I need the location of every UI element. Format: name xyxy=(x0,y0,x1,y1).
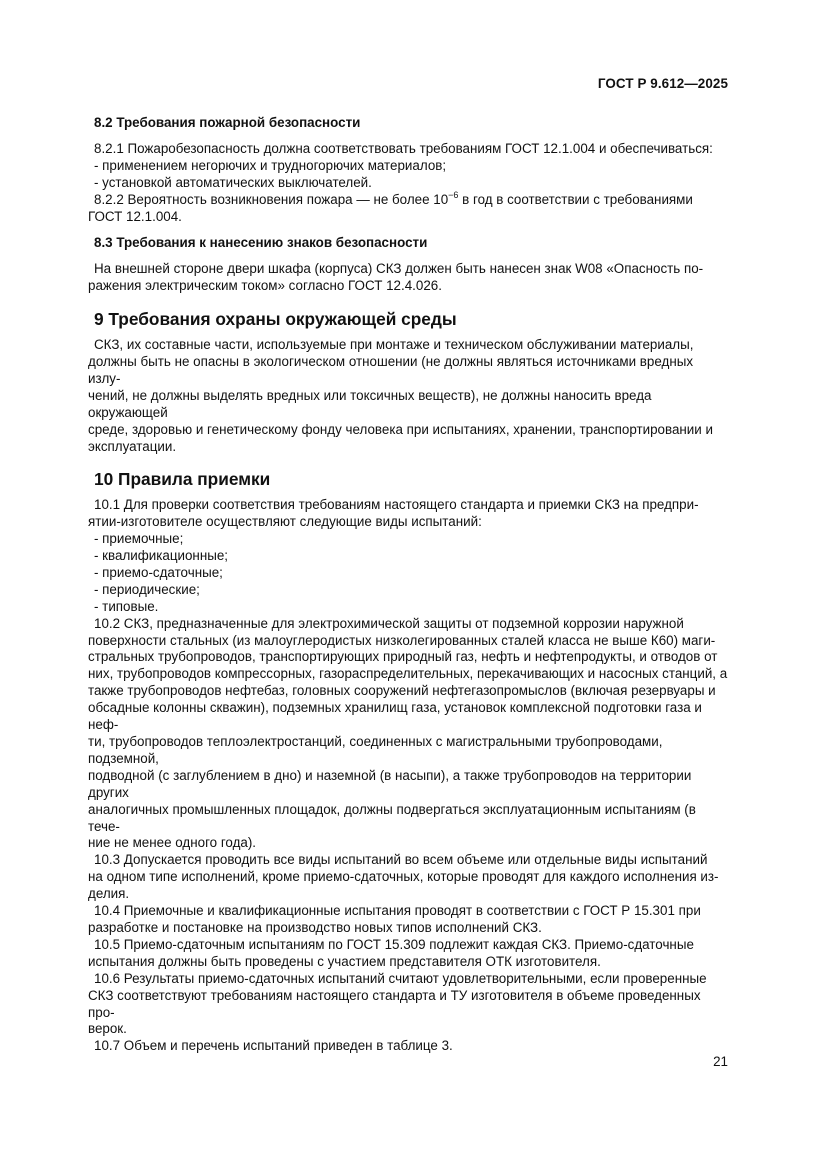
paragraph-10-2-line: аналогичных промышленных площадок, должны подвергаться эксплуатационным испытаниям (в тече- xyxy=(88,801,696,834)
paragraph-10-6-line: верок. xyxy=(88,1021,127,1037)
list-item: - приемочные; xyxy=(94,531,184,547)
paragraph-10-2-line: поверхности стальных (из малоуглеродистых низколегированных сталей класса не выше К60) маги- xyxy=(88,632,716,648)
paragraph-9-line: чений, не должны выделять вредных или токсичных веществ), не должны наносить вреда окружающей xyxy=(88,387,652,420)
paragraph-10-2-line: ние не менее одного года). xyxy=(88,835,257,851)
paragraph-10-2-line: также трубопроводов нефтебаз, головных сооружений нефтегазопромыслов (включая резервуары и xyxy=(88,683,716,699)
paragraph-8-3-line: ражения электрическим током» согласно ГОСТ 12.4.026. xyxy=(88,278,442,294)
section-title-9: 9 Требования охраны окружающей среды xyxy=(94,309,457,330)
paragraph-10-6-line: 10.6 Результаты приемо-сдаточных испытаний считают удовлетворительными, если проверенные xyxy=(94,970,707,986)
paragraph-10-7: 10.7 Объем и перечень испытаний приведен в таблице 3. xyxy=(94,1038,453,1054)
paragraph-10-3-line: делия. xyxy=(88,886,130,902)
paragraph-8-2-2: 8.2.2 Вероятность возникновения пожара — не более $10^{-6}$ в год в соответствии с требованиями xyxy=(94,189,693,207)
paragraph-9-line: эксплуатации. xyxy=(88,438,177,454)
paragraph-10-5-line: 10.5 Приемо-сдаточным испытаниям по ГОСТ 15.309 подлежит каждая СКЗ. Приемо-сдаточные xyxy=(94,936,694,952)
paragraph-8-2-2-cont: ГОСТ 12.1.004. xyxy=(88,208,182,224)
paragraph-10-2-line: 10.2 СКЗ, предназначенные для электрохимической защиты от подземной коррозии наружной xyxy=(94,615,684,631)
list-item: - периодические; xyxy=(94,581,200,597)
paragraph-10-1-line: 10.1 Для проверки соответствия требованиям настоящего стандарта и приемки СКЗ на предпри- xyxy=(94,497,699,513)
paragraph-10-3-line: 10.3 Допускается проводить все виды испытаний во всем объеме или отдельные виды испытаний xyxy=(94,852,708,868)
paragraph-10-2-line: них, трубопроводов компрессорных, газораспределительных, перекачивающих и насосных станций, а xyxy=(88,666,728,682)
paragraph-9-line: должны быть не опасны в экологическом отношении (не должны являться источниками вредных излу- xyxy=(88,353,694,386)
list-item: - приемо-сдаточные; xyxy=(94,564,223,580)
paragraph-10-1-line: ятии-изготовителе осуществляют следующие виды испытаний: xyxy=(88,514,482,530)
section-title-10: 10 Правила приемки xyxy=(94,469,271,490)
paragraph-10-6-line: СКЗ соответствуют требованиям настоящего стандарта и ТУ изготовителя в объеме проведенных про- xyxy=(88,987,701,1020)
paragraph-9-line: СКЗ, их составные части, используемые при монтаже и техническом обслуживании материалы, xyxy=(94,337,694,353)
list-item: - квалификационные; xyxy=(94,548,229,564)
document-body xyxy=(88,113,728,1055)
superscript: −6 xyxy=(448,189,459,200)
paragraph-10-3-line: на одном типе исполнений, кроме приемо-сдаточных, которые проводят для каждого исполнения из- xyxy=(88,869,719,885)
subsection-title-8-2: 8.2 Требования пожарной безопасности xyxy=(94,115,361,130)
paragraph-10-2-line: стральных трубопроводов, транспортирующих природный газ, нефть и нефтепродукты, и отводов от xyxy=(88,649,718,665)
paragraph-10-4-line: разработке и постановке на производство новых типов исполнений СКЗ. xyxy=(88,919,542,935)
paragraph-10-2-line: подводной (с заглублением в дно) и наземной (в насыпи), а также трубопроводов на территории других xyxy=(88,767,692,800)
paragraph-10-2-line: ти, трубопроводов теплоэлектростанций, соединенных с магистральными трубопроводами, подземной, xyxy=(88,734,663,766)
paragraph-10-4-line: 10.4 Приемочные и квалификационные испытания проводят в соответствии с ГОСТ Р 15.301 при xyxy=(94,903,701,919)
list-item: - установкой автоматических выключателей. xyxy=(94,174,372,190)
paragraph-9-line: среде, здоровью и генетическому фонду человека при испытаниях, хранении, транспортировании и xyxy=(88,421,713,437)
paragraph-10-5-line: испытания должны быть проведены с участием представителя ОТК изготовителя. xyxy=(88,953,601,969)
paragraph-8-2-1: 8.2.1 Пожаробезопасность должна соответствовать требованиям ГОСТ 12.1.004 и обеспечиваться: xyxy=(94,140,713,156)
paragraph-8-3-line: На внешней стороне двери шкафа (корпуса) СКЗ должен быть нанесен знак W08 «Опасность по- xyxy=(94,261,704,277)
list-item: - применением негорючих и трудногорючих материалов; xyxy=(94,157,447,173)
list-item: - типовые. xyxy=(94,598,159,614)
standard-code: ГОСТ Р 9.612—2025 xyxy=(597,76,728,91)
paragraph-10-2-line: обсадные колонны скважин), подземных хранилищ газа, установок комплексной подготовки газа и неф- xyxy=(88,700,702,733)
subsection-title-8-3: 8.3 Требования к нанесению знаков безопасности xyxy=(94,235,428,251)
page-number: 21 xyxy=(713,1054,728,1069)
